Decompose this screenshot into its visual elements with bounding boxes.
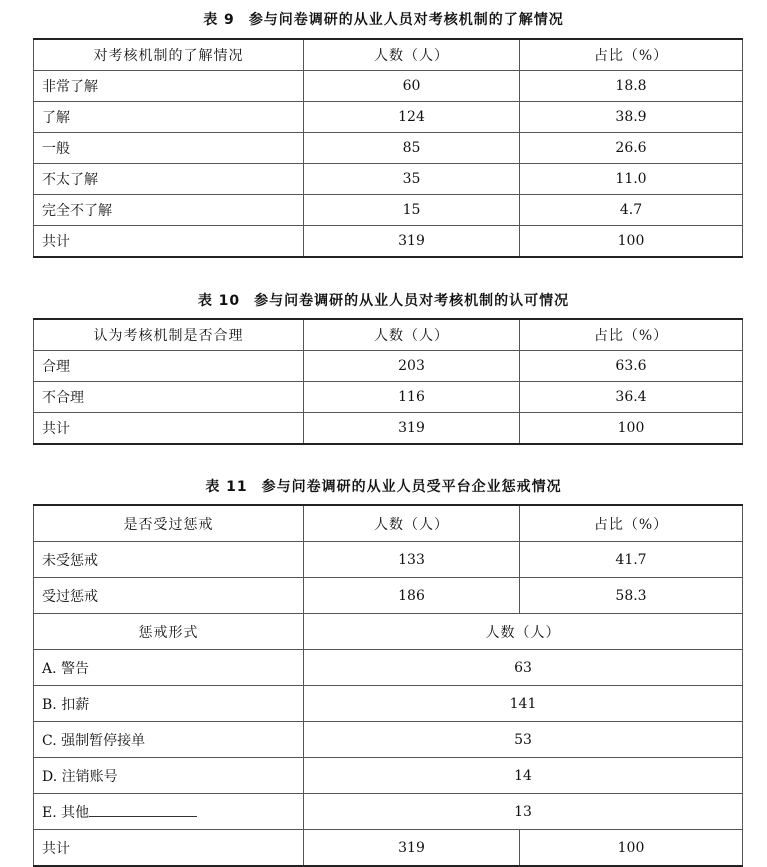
table9-header-cell: 人数（人） (304, 39, 520, 71)
table10-header-cell: 占比（%） (520, 319, 743, 351)
table10-total-row (34, 413, 743, 445)
table9-header-row (34, 39, 743, 71)
table-cell: 38.9 (520, 102, 743, 133)
table-cell: 85 (304, 133, 520, 164)
table-cell: B. 扣薪 (34, 686, 304, 722)
table-cell: 100 (520, 830, 743, 867)
table-cell: 不太了解 (34, 164, 304, 195)
table-cell: 15 (304, 195, 520, 226)
table-cell: 18.8 (520, 71, 743, 102)
table9-title: 参与问卷调研的从业人员对考核机制的了解情况 (248, 12, 564, 28)
fill-in-blank-line (89, 804, 197, 817)
table-cell: 319 (304, 413, 520, 445)
table-cell: 203 (304, 351, 520, 382)
table-cell: A. 警告 (34, 650, 304, 686)
table-cell: 26.6 (520, 133, 743, 164)
table11-number: 表 11 (205, 479, 248, 495)
table-cell: 了解 (34, 102, 304, 133)
table-row (34, 133, 743, 164)
table-cell: 116 (304, 382, 520, 413)
table-row (34, 722, 743, 758)
table-row (34, 351, 743, 382)
table-cell: 非常了解 (34, 71, 304, 102)
table-cell: 未受惩戒 (34, 542, 304, 578)
table11-total-row (34, 830, 743, 867)
table-row (34, 686, 743, 722)
table9-number: 表 9 (203, 12, 235, 28)
table-cell: 不合理 (34, 382, 304, 413)
table-cell: 36.4 (520, 382, 743, 413)
table-cell: 11.0 (520, 164, 743, 195)
table11-sub-header-cell: 人数（人） (304, 614, 743, 650)
table-cell: 319 (304, 226, 520, 258)
table10-number: 表 10 (197, 293, 241, 309)
table-cell: 一般 (34, 133, 304, 164)
table9 (33, 38, 743, 258)
table-cell: 4.7 (520, 195, 743, 226)
table11-header-cell: 人数（人） (304, 505, 520, 542)
table-cell: 合理 (34, 351, 304, 382)
table-cell: D. 注销账号 (34, 758, 304, 794)
table10-header-cell: 认为考核机制是否合理 (34, 319, 304, 351)
table10-title: 参与问卷调研的从业人员对考核机制的认可情况 (254, 293, 570, 309)
table-row (34, 382, 743, 413)
table-row (34, 195, 743, 226)
table-cell: 共计 (34, 413, 304, 445)
table-cell: 受过惩戒 (34, 578, 304, 614)
table-cell: 53 (304, 722, 743, 758)
table11-title: 参与问卷调研的从业人员受平台企业惩戒情况 (261, 479, 562, 495)
table9-header-cell: 对考核机制的了解情况 (34, 39, 304, 71)
table10-header-cell: 人数（人） (304, 319, 520, 351)
table-cell: 60 (304, 71, 520, 102)
table-cell: 319 (304, 830, 520, 867)
table11-header-cell: 占比（%） (520, 505, 743, 542)
table10 (33, 318, 743, 445)
table-cell: 141 (304, 686, 743, 722)
table11-sub-header-row (34, 614, 743, 650)
table-row (34, 578, 743, 614)
table-cell: 100 (520, 413, 743, 445)
table10-header-row (34, 319, 743, 351)
table11-header-cell: 是否受过惩戒 (34, 505, 304, 542)
table10-caption (0, 290, 767, 310)
table-row (34, 542, 743, 578)
table-cell: 63.6 (520, 351, 743, 382)
table-cell: 35 (304, 164, 520, 195)
table11-header-row (34, 505, 743, 542)
other-label: E. 其他 (42, 804, 90, 821)
table9-caption (0, 9, 767, 29)
table-cell: 共计 (34, 226, 304, 258)
table-cell: 186 (304, 578, 520, 614)
table11-caption (0, 476, 767, 496)
table-cell: 124 (304, 102, 520, 133)
table11-sub-header-cell: 惩戒形式 (34, 614, 304, 650)
table-row (34, 71, 743, 102)
table-row (34, 758, 743, 794)
table-cell: 共计 (34, 830, 304, 867)
table-row (34, 102, 743, 133)
table-cell: 完全不了解 (34, 195, 304, 226)
table-cell: 133 (304, 542, 520, 578)
table-cell: 41.7 (520, 542, 743, 578)
table-cell: 14 (304, 758, 743, 794)
table-row (34, 650, 743, 686)
table-cell: 58.3 (520, 578, 743, 614)
table-row (34, 794, 743, 830)
table-cell (34, 794, 304, 830)
table-row (34, 164, 743, 195)
table-cell: 100 (520, 226, 743, 258)
table-cell: 63 (304, 650, 743, 686)
table11 (33, 504, 743, 867)
table9-total-row (34, 226, 743, 258)
table9-header-cell: 占比（%） (520, 39, 743, 71)
table-cell: 13 (304, 794, 743, 830)
table-cell: C. 强制暂停接单 (34, 722, 304, 758)
